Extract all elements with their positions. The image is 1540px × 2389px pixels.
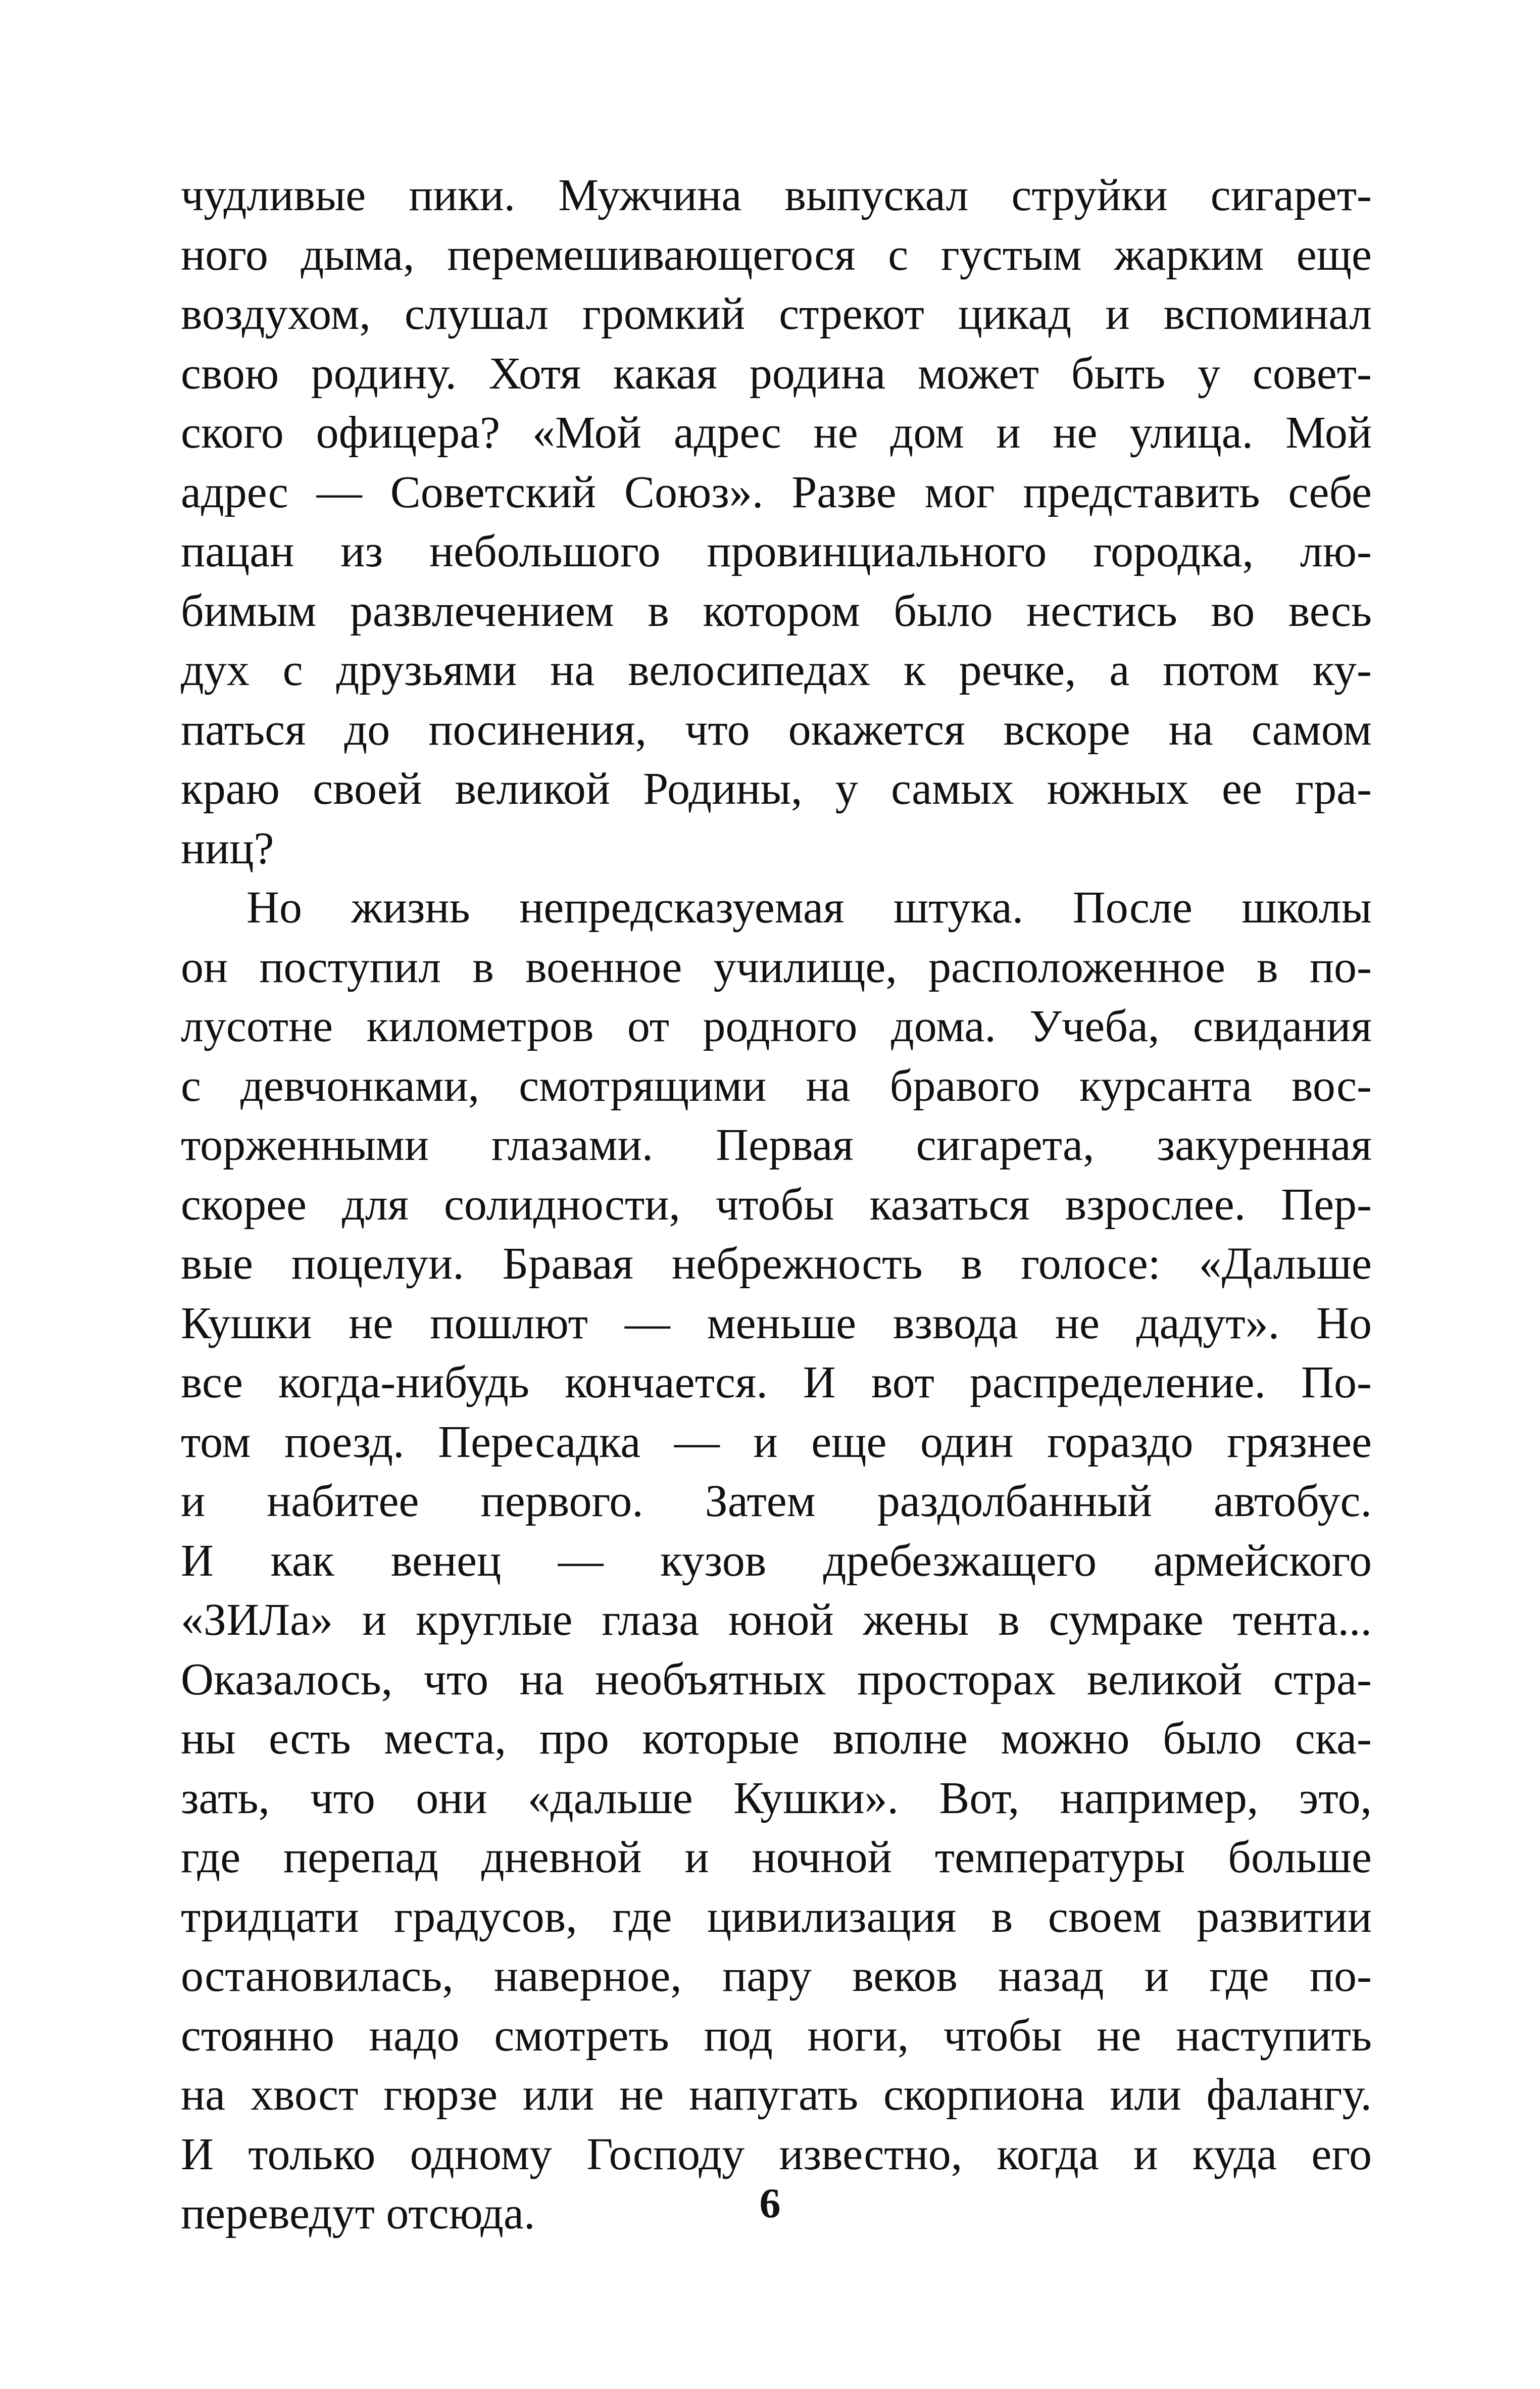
text-line: воздухом, слушал громкий стрекот цикад и вспоминал xyxy=(181,289,1372,339)
body-text xyxy=(181,166,1372,2244)
text-line: лусотне километров от родного дома. Учеба, свидания xyxy=(181,1001,1372,1051)
text-line: ны есть места, про которые вполне можно было ска- xyxy=(181,1714,1372,1764)
paragraph-1 xyxy=(181,166,1372,878)
text-line: Но жизнь непредсказуемая штука. После школы xyxy=(246,883,1372,933)
text-line: краю своей великой Родины, у самых южных ее гра- xyxy=(181,764,1372,814)
text-line: Кушки не пошлют — меньше взвода не дадут». Но xyxy=(181,1298,1372,1348)
text-line: И как венец — кузов дребезжащего армейского xyxy=(181,1535,1372,1586)
text-line: пацан из небольшого провинциального городка, лю- xyxy=(181,526,1372,576)
text-line: торженными глазами. Первая сигарета, закуренная xyxy=(181,1120,1372,1170)
text-line: И только одному Господу известно, когда и куда его xyxy=(181,2129,1372,2179)
text-line: адрес — Советский Союз». Разве мог представить себе xyxy=(181,467,1372,517)
text-line: с девчонками, смотрящими на бравого курсанта вос- xyxy=(181,1060,1372,1111)
text-line: чудливые пики. Мужчина выпускал струйки сигарет- xyxy=(181,170,1372,220)
text-line: бимым развлечением в котором было нестись во весь xyxy=(181,586,1372,636)
text-line: ниц? xyxy=(181,823,274,873)
text-line: где перепад дневной и ночной температуры больше xyxy=(181,1832,1372,1882)
text-line: и набитее первого. Затем раздолбанный автобус. xyxy=(181,1476,1372,1526)
text-line: том поезд. Пересадка — и еще один гораздо грязнее xyxy=(181,1417,1372,1467)
text-line: паться до посинения, что окажется вскоре на самом xyxy=(181,704,1372,755)
text-line: переведут отсюда. xyxy=(181,2188,535,2238)
text-line: дух с друзьями на велосипедах к речке, а потом ку- xyxy=(181,645,1372,695)
text-line: на хвост гюрзе или не напугать скорпиона или фалангу. xyxy=(181,2070,1372,2120)
text-line: вые поцелуи. Бравая небрежность в голосе: «Дальше xyxy=(181,1239,1372,1289)
text-line: ного дыма, перемешивающегося с густым жарким еще xyxy=(181,229,1372,280)
paragraph-2 xyxy=(181,878,1372,2244)
text-line: свою родину. Хотя какая родина может быть у совет- xyxy=(181,348,1372,399)
text-line: он поступил в военное училище, расположенное в по- xyxy=(181,942,1372,992)
text-line: ского офицера? «Мой адрес не дом и не улица. Мой xyxy=(181,408,1372,458)
text-line: стоянно надо смотреть под ноги, чтобы не наступить xyxy=(181,2010,1372,2061)
page-number: 6 xyxy=(759,2180,781,2227)
text-line: остановилась, наверное, пару веков назад и где по- xyxy=(181,1951,1372,2001)
text-line: Оказалось, что на необъятных просторах великой стра- xyxy=(181,1654,1372,1704)
text-line: тридцати градусов, где цивилизация в своем развитии xyxy=(181,1891,1372,1942)
text-line: все когда-нибудь кончается. И вот распределение. По- xyxy=(181,1357,1372,1407)
text-line: зать, что они «дальше Кушки». Вот, например, это, xyxy=(181,1773,1372,1823)
text-line: скорее для солидности, чтобы казаться взрослее. Пер- xyxy=(181,1179,1372,1230)
text-line: «ЗИЛа» и круглые глаза юной жены в сумраке тента... xyxy=(181,1595,1372,1645)
